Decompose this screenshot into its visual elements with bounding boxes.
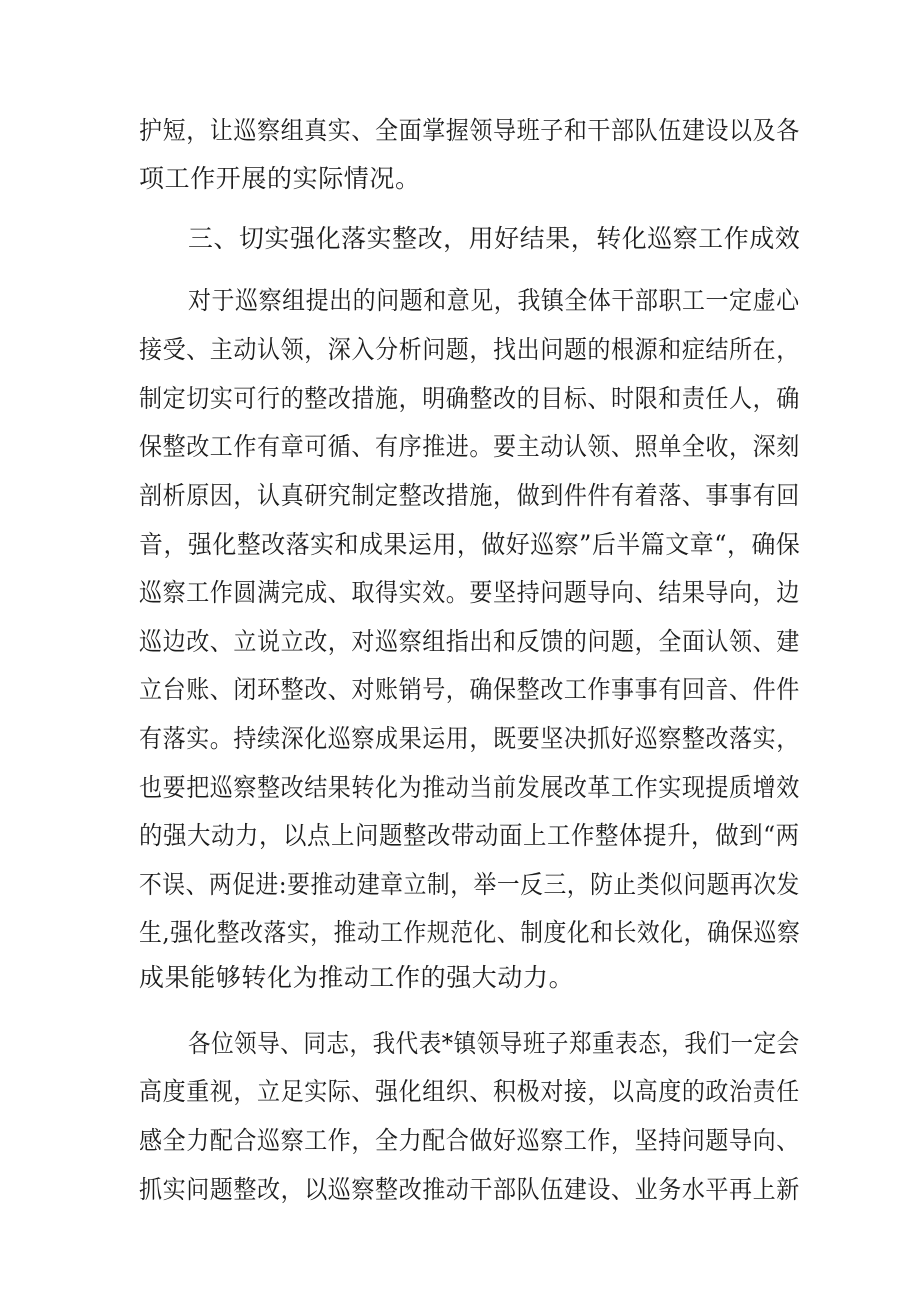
text-line: 巡察工作圆满完成、取得实效。要坚持问题导向、结果导向，边 xyxy=(139,578,800,607)
text-line: 项工作开展的实际情况。 xyxy=(139,164,421,193)
text-line: 制定切实可行的整改措施，明确整改的目标、时限和责任人，确 xyxy=(139,384,800,413)
text-line: 也要把巡察整改结果转化为推动当前发展改革工作实现提质增效 xyxy=(139,773,800,802)
paragraph-first-line: 对于巡察组提出的问题和意见，我镇全体干部职工一定虚心 xyxy=(188,286,800,315)
text-line: 音，强化整改落实和成果运用，做好巡察”后半篇文章“，确保 xyxy=(139,530,801,559)
text-line: 不误、两促进:要推动建章立制，举一反三，防止类似问题再次发 xyxy=(139,870,800,899)
text-line: 巡边改、立说立改，对巡察组指出和反馈的问题，全面认领、建 xyxy=(139,627,800,656)
section-heading: 三、切实强化落实整改，用好结果，转化巡察工作成效 xyxy=(188,224,801,253)
text-line: 有落实。持续深化巡察成果运用，既要坚决抓好巡察整改落实， xyxy=(139,724,800,753)
text-line: 剖析原因，认真研究制定整改措施，做到件件有着落、事事有回 xyxy=(139,481,800,510)
text-line: 生,强化整改落实，推动工作规范化、制度化和长效化，确保巡察 xyxy=(139,918,801,947)
text-line: 抓实问题整改，以巡察整改推动干部队伍建设、业务水平再上新 xyxy=(139,1175,800,1204)
text-line: 保整改工作有章可循、有序推进。要主动认领、照单全收，深刻 xyxy=(139,432,800,461)
text-line: 接受、主动认领，深入分析问题，找出问题的根源和症结所在， xyxy=(139,335,800,364)
text-line: 立台账、闭环整改、对账销号，确保整改工作事事有回音、件件 xyxy=(139,675,800,704)
paragraph-first-line: 各位领导、同志，我代表*镇领导班子郑重表态，我们一定会 xyxy=(188,1029,800,1058)
text-line: 高度重视，立足实际、强化组织、积极对接，以高度的政治责任 xyxy=(139,1077,800,1106)
text-line: 感全力配合巡察工作，全力配合做好巡察工作，坚持问题导向、 xyxy=(139,1126,800,1155)
text-line: 成果能够转化为推动工作的强大动力。 xyxy=(139,963,575,992)
text-line: 的强大动力，以点上问题整改带动面上工作整体提升，做到“两 xyxy=(139,821,800,850)
text-line: 护短，让巡察组真实、全面掌握领导班子和干部队伍建设以及各 xyxy=(139,116,800,145)
